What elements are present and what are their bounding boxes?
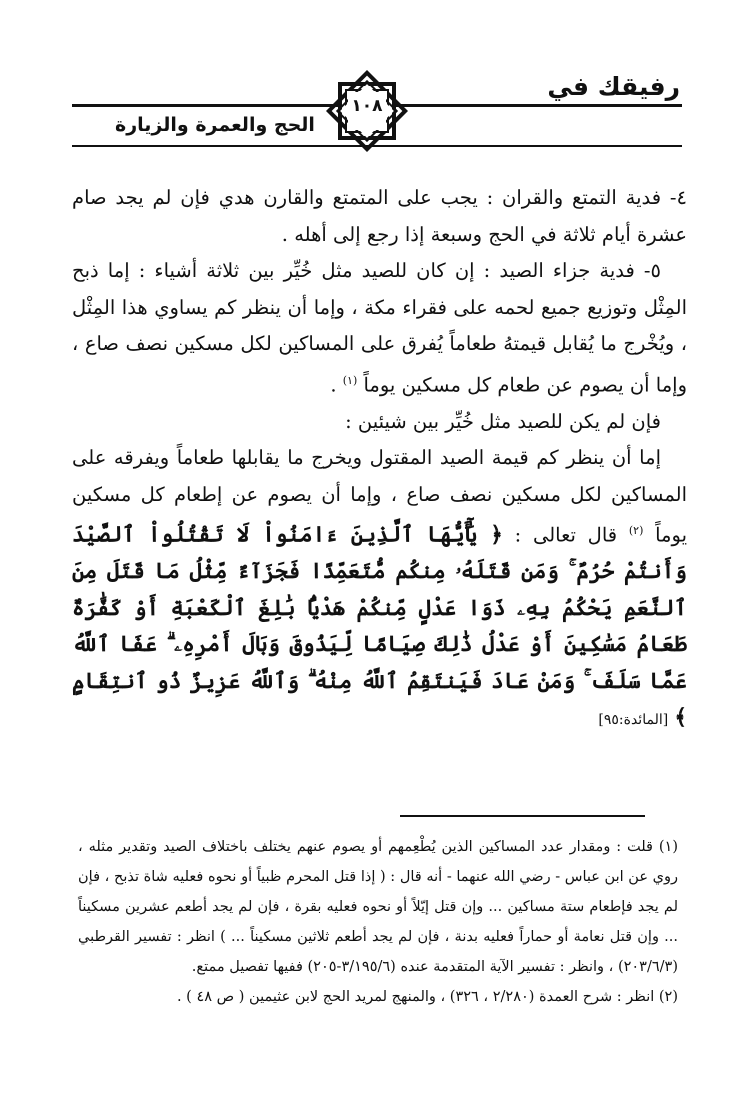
paragraph-options: إما أن ينظر كم قيمة الصيد المقتول ويخرج ما يقابلها طعاماً ويفرقه على المساكين لكل مسكين نصف صاع ، وإما أن يصوم عن إطعام كل مسكين يوماً $^{(٢)}$ قال تعالى : ﴿ يَٰٓأَيُّهَا ٱلَّذِينَ ءَامَنُواْ لَا تَقْتُلُواْ ٱلصَّيْدَ وَأَنتُمْ حُرُمٌ ۚ وَمَن قَتَلَهُۥ مِنكُم مُّتَعَمِّدًا فَجَزَآءٌ مِّثْلُ مَا قَتَلَ مِنَ ٱلنَّعَمِ يَحْكُمُ بِهِۦ ذَوَا عَدْلٍ مِّنكُمْ هَدْيًۢا بَٰلِغَ ٱلْكَعْبَةِ أَوْ كَفَّٰرَةٌ طَعَامُ مَسَٰكِينَ أَوْ عَدْلُ ذَٰلِكَ صِيَامًا لِّيَذُوقَ وَبَالَ أَمْرِهِۦ ۗ عَفَا ٱللَّهُ عَمَّا سَلَفَ ۚ وَمَنْ عَادَ فَيَنتَقِمُ ٱللَّهُ مِنْهُ ۗ وَٱللَّهُ عَزِيزٌ ذُو ٱنتِقَامٍ ﴾ [المائدة:٩٥] <box>72 446 687 730</box>
footnote-marker-1: (١) <box>342 373 358 387</box>
quran-verse: ﴿ يَٰٓأَيُّهَا ٱلَّذِينَ ءَامَنُواْ لَا تَقْتُلُواْ ٱلصَّيْدَ وَأَنتُمْ حُرُمٌ ۚ وَمَن قَتَلَهُۥ مِنكُم مُّتَعَمِّدًا فَجَزَآءٌ مِّثْلُ مَا قَتَلَ مِنَ ٱلنَّعَمِ يَحْكُمُ بِهِۦ ذَوَا عَدْلٍ مِّنكُمْ هَدْيًۢا بَٰلِغَ ٱلْكَعْبَةِ أَوْ كَفَّٰرَةٌ طَعَامُ مَسَٰكِينَ أَوْ عَدْلُ ذَٰلِكَ صِيَامًا لِّيَذُوقَ وَبَالَ أَمْرِهِۦ ۗ عَفَا ٱللَّهُ عَمَّا سَلَفَ ۚ وَمَنْ عَادَ فَيَنتَقِمُ ٱللَّهُ مِنْهُ ۗ وَٱللَّهُ عَزِيزٌ ذُو ٱنتِقَامٍ ﴾ <box>72 522 687 730</box>
book-subtitle: الحج والعمرة والزيارة <box>115 114 315 136</box>
paragraph-tamattu-fidya: ٤- فدية التمتع والقران : يجب على المتمتع والقارن هدي فإن لم يجد صام عشرة أيام ثلاثة في الحج وسبعة إذا رجع إلى أهله . <box>72 186 687 246</box>
page-number: ١٠٨ <box>351 96 383 116</box>
footnote-marker-2: (٢) <box>628 524 644 537</box>
footnote-1: (١) قلت : ومقدار عدد المساكين الذين يُطْعِمهم أو يصوم عنهم يختلف باختلاف الصيد وتقدير مثله ، روي عن ابن عباس - رضي الله عنهما - أنه قال : ( إذا قتل المحرم ظبياً أو نحوه فعليه شاة تذبح ، فإن لم يجد فإطعام ستة مساكين ... وإن قتل إيّلاً أو نحوه فعليه بقرة ، فإن لم يجد أطعم عشرين مسكيناً ... وإن قتل نعامة أو حماراً فعليه بدنة ، فإن لم يجد أطعم ثلاثين مسكيناً ... ) انظر : تفسير القرطبي (٢٠٣/٦/٣) ، وانظر : تفسير الآية المتقدمة عنده (٣/١٩٥/٦-٢٠٥) ففيها تفصيل ممتع. <box>78 839 678 975</box>
footnotes <box>78 832 678 1012</box>
footnote-separator <box>400 815 645 817</box>
book-title: رفيقك في <box>547 72 680 101</box>
footnote-2: (٢) انظر : شرح العمدة (٢/٢٨٠ ، ٣٢٦) ، والمنهج لمريد الحج لابن عثيمين ( ص ٤٨ ) . <box>176 989 678 1005</box>
paragraph-hunting-fidya: ٥- فدية جزاء الصيد : إن كان للصيد مثل خُيِّر بين ثلاثة أشياء : إما ذبح المِثْل وتوزيع جميع لحمه على فقراء مكة ، وإما أن ينظر كم يساوي هذا المِثْل ، ويُخْرج ما يُقابل قيمتهُ طعاماً يُفرق على المساكين لكل مسكين نصف صاع ، وإما أن يصوم عن طعام كل مسكين يوماً $^{(١)}$ . <box>72 259 687 396</box>
verse-reference: [المائدة:٩٥] <box>598 712 669 728</box>
main-text <box>72 180 687 739</box>
paragraph-no-equivalent: فإن لم يكن للصيد مثل خُيِّر بين شيئين : <box>345 409 661 433</box>
